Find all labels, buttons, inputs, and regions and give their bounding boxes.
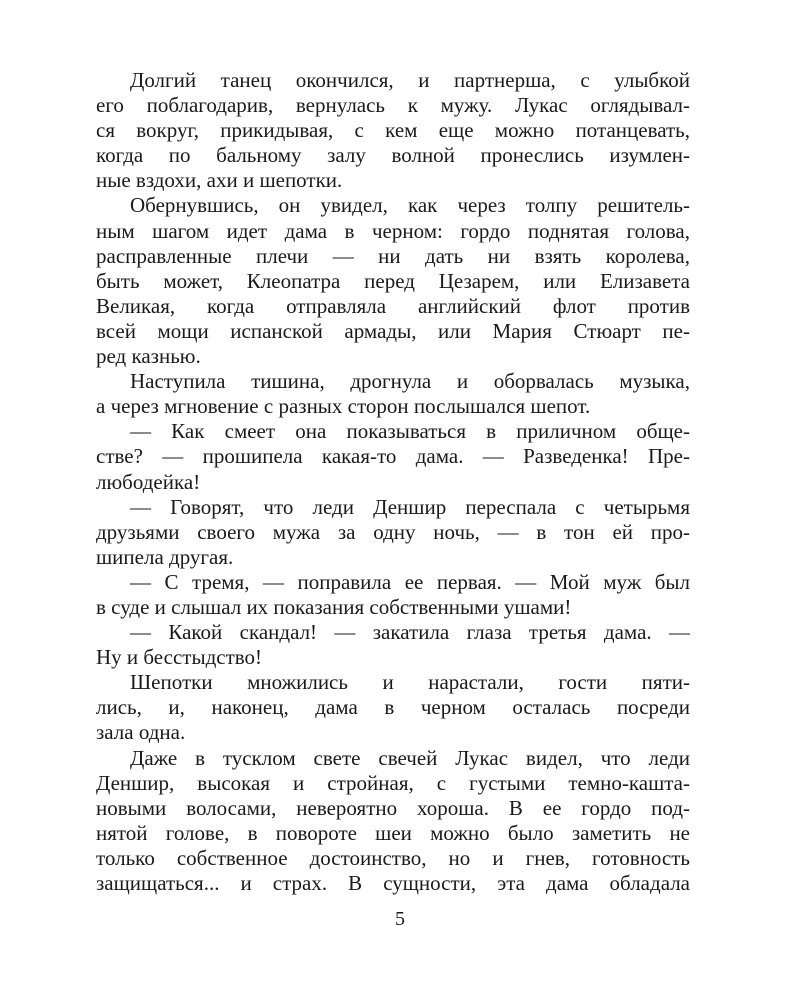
text-line: — Как смеет она показываться в приличном обще-: [130, 419, 690, 444]
text-line: Деншир, высокая и стройная, с густыми темно-кашта-: [96, 770, 690, 795]
text-line: расправленные плечи — ни дать ни взять королева,: [96, 243, 690, 268]
text-line: Обернувшись, он увидел, как через толпу решитель-: [130, 193, 690, 218]
text-line: всей мощи испанской армады, или Мария Стюарт пе-: [96, 318, 690, 343]
text-line: стве? — прошипела какая-то дама. — Разведенка! Пре-: [96, 444, 690, 469]
page-body: [96, 68, 690, 896]
text-line: любодейка!: [96, 469, 201, 494]
text-line: шипела другая.: [96, 544, 234, 569]
text-line: Ну и бесстыдство!: [96, 645, 263, 670]
text-line: только собственное достоинство, но и гнев, готовность: [96, 845, 690, 870]
page-number: 5: [395, 908, 405, 930]
text-line: — С тремя, — поправила ее первая. — Мой муж был: [130, 569, 690, 594]
text-line: новыми волосами, невероятно хороша. В ее гордо под-: [96, 795, 690, 820]
text-line: — Говорят, что леди Деншир переспала с четырьмя: [130, 494, 690, 519]
text-line: Великая, когда отправляла английский флот против: [96, 293, 690, 318]
text-line: Наступила тишина, дрогнула и оборвалась музыка,: [130, 369, 690, 394]
text-line: когда по бальному залу волной пронеслись изумлен-: [96, 143, 690, 168]
text-line: ред казнью.: [96, 344, 201, 369]
text-line: ся вокруг, прикидывая, с кем еще можно потанцевать,: [96, 118, 690, 143]
text-line: в суде и слышал их показания собственными ушами!: [96, 594, 572, 619]
text-line: а через мгновение с разных сторон послышался шепот.: [96, 394, 591, 419]
text-line: — Какой скандал! — закатила глаза третья дама. —: [130, 620, 690, 645]
text-line: Долгий танец окончился, и партнерша, с улыбкой: [130, 68, 690, 92]
text-line: нятой голове, в повороте шеи можно было заметить не: [96, 820, 690, 845]
text-line: друзьями своего мужа за одну ночь, — в тон ей про-: [96, 519, 690, 544]
text-line: ным шагом идет дама в черном: гордо поднятая голова,: [96, 218, 690, 243]
text-line: Даже в тусклом свете свечей Лукас видел, что леди: [130, 745, 690, 770]
text-line: лись, и, наконец, дама в черном осталась посреди: [96, 695, 690, 720]
text-line: ные вздохи, ахи и шепотки.: [96, 168, 343, 193]
text-line: зала одна.: [96, 720, 186, 745]
text-line: его поблагодарив, вернулась к мужу. Лукас оглядывал-: [96, 93, 690, 118]
text-line: Шепотки множились и нарастали, гости пяти-: [130, 670, 690, 695]
text-line: быть может, Клеопатра перед Цезарем, или Елизавета: [96, 268, 690, 293]
text-line: защищаться... и страх. В сущности, эта дама обладала: [96, 871, 690, 895]
